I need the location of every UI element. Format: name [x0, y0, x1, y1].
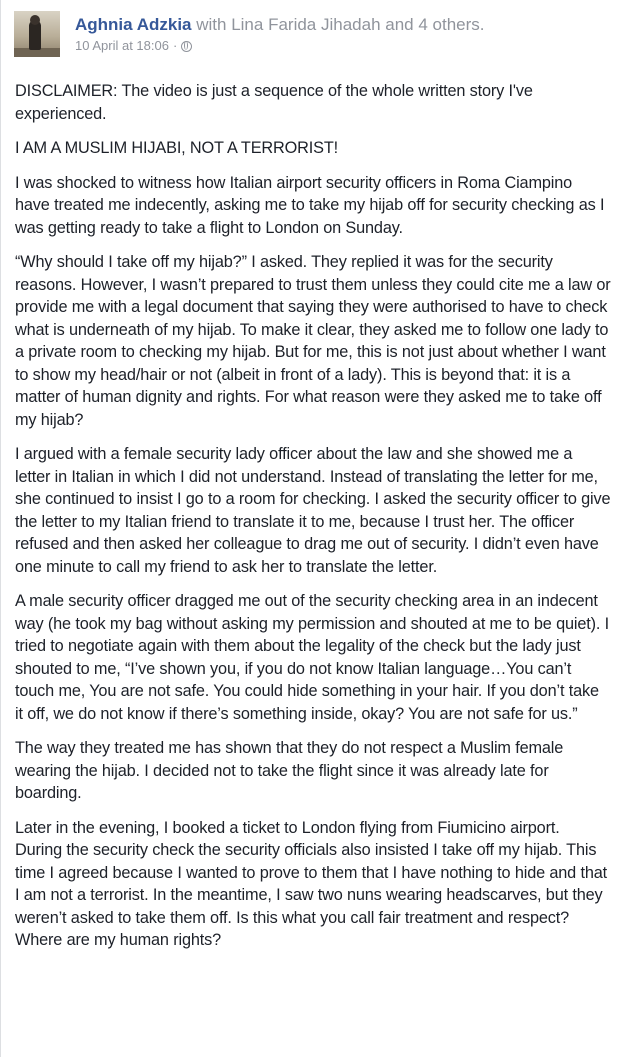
- author-name-link[interactable]: Aghnia Adzkia: [75, 15, 192, 34]
- paragraph-6: Later in the evening, I booked a ticket to London flying from Fiumicino airport. During the security check the security officials also insisted I take off my hijab. This time I agreed because I wanted to prove to them that I have nothing to hide and that I am not a terrorist. In the meantime, I saw two nuns wearing headscarves, but they weren’t asked to take them off. Is this what you call fair treatment and respect? Where are my human rights?: [15, 818, 608, 949]
- separator: ·: [172, 38, 178, 53]
- post-meta: [75, 15, 485, 54]
- globe-icon[interactable]: [181, 41, 192, 52]
- paragraph-5: The way they treated me has shown that they do not respect a Muslim female wearing the hijab. I decided not to take the flight since it was already late for boarding.: [15, 739, 564, 802]
- post-names: [75, 15, 485, 35]
- paragraph-headline: I AM A MUSLIM HIJABI, NOT A TERRORIST!: [15, 139, 339, 157]
- paragraph-disclaimer: DISCLAIMER: The video is just a sequence of the whole written story I've experienced.: [15, 82, 533, 123]
- post-body: [15, 80, 611, 964]
- and-text: and: [385, 15, 414, 34]
- tagged-others-link[interactable]: 4 others.: [418, 15, 485, 34]
- paragraph-1: I was shocked to witness how Italian airport security officers in Roma Ciampino have treated me indecently, asking me to take my hijab off for security checking as I was getting ready to take a flight to London on Sunday.: [15, 173, 605, 237]
- post-subline: [75, 38, 485, 54]
- paragraph-2: “Why should I take off my hijab?” I asked. They replied it was for the security reasons. However, I wasn’t prepared to trust them unless they could cite me a law or provide me with a legal document that saying they were authorised to have to check what is underneath of my hijab. To make it clear, they asked me to follow one lady to a private room to checking my hijab. But for me, this is not just about whether I want to show my head/hair or not (albeit in front of a lady). This is beyond that: it is a matter of human dignity and rights. For what reason were they asked me to take off my hijab?: [15, 253, 611, 429]
- post-header: [14, 11, 485, 57]
- paragraph-3: I argued with a female security lady officer about the law and she showed me a letter in Italian in which I did not understand. Instead of translating the letter for me, she continued to insist I go to a room for checking. I asked the security officer to give the letter to my Italian friend to translate it to me, because I trust her. The officer refused and then asked her colleague to drag me out of security. I didn’t even have one minute to call my friend to ask her to translate the letter.: [15, 445, 611, 576]
- post-timestamp-link[interactable]: 10 April at 18:06: [75, 38, 169, 53]
- avatar-head: [30, 15, 40, 25]
- paragraph-4: A male security officer dragged me out of the security checking area in an indecent way (he took my bag without asking my permission and shouted at me to be quiet). I tried to negotiate again with them about the legality of the check but the lady just shouted to me, “I’ve shown you, if you do not know Italian language…You can’t touch me, You are not safe. You could hide something in your hair. If you don’t take it off, we do not know if there’s something inside, okay? You are not safe for us.”: [15, 592, 610, 723]
- avatar[interactable]: [14, 11, 60, 57]
- tagged-person-link[interactable]: Lina Farida Jihadah: [231, 15, 381, 34]
- with-text: with: [196, 15, 227, 34]
